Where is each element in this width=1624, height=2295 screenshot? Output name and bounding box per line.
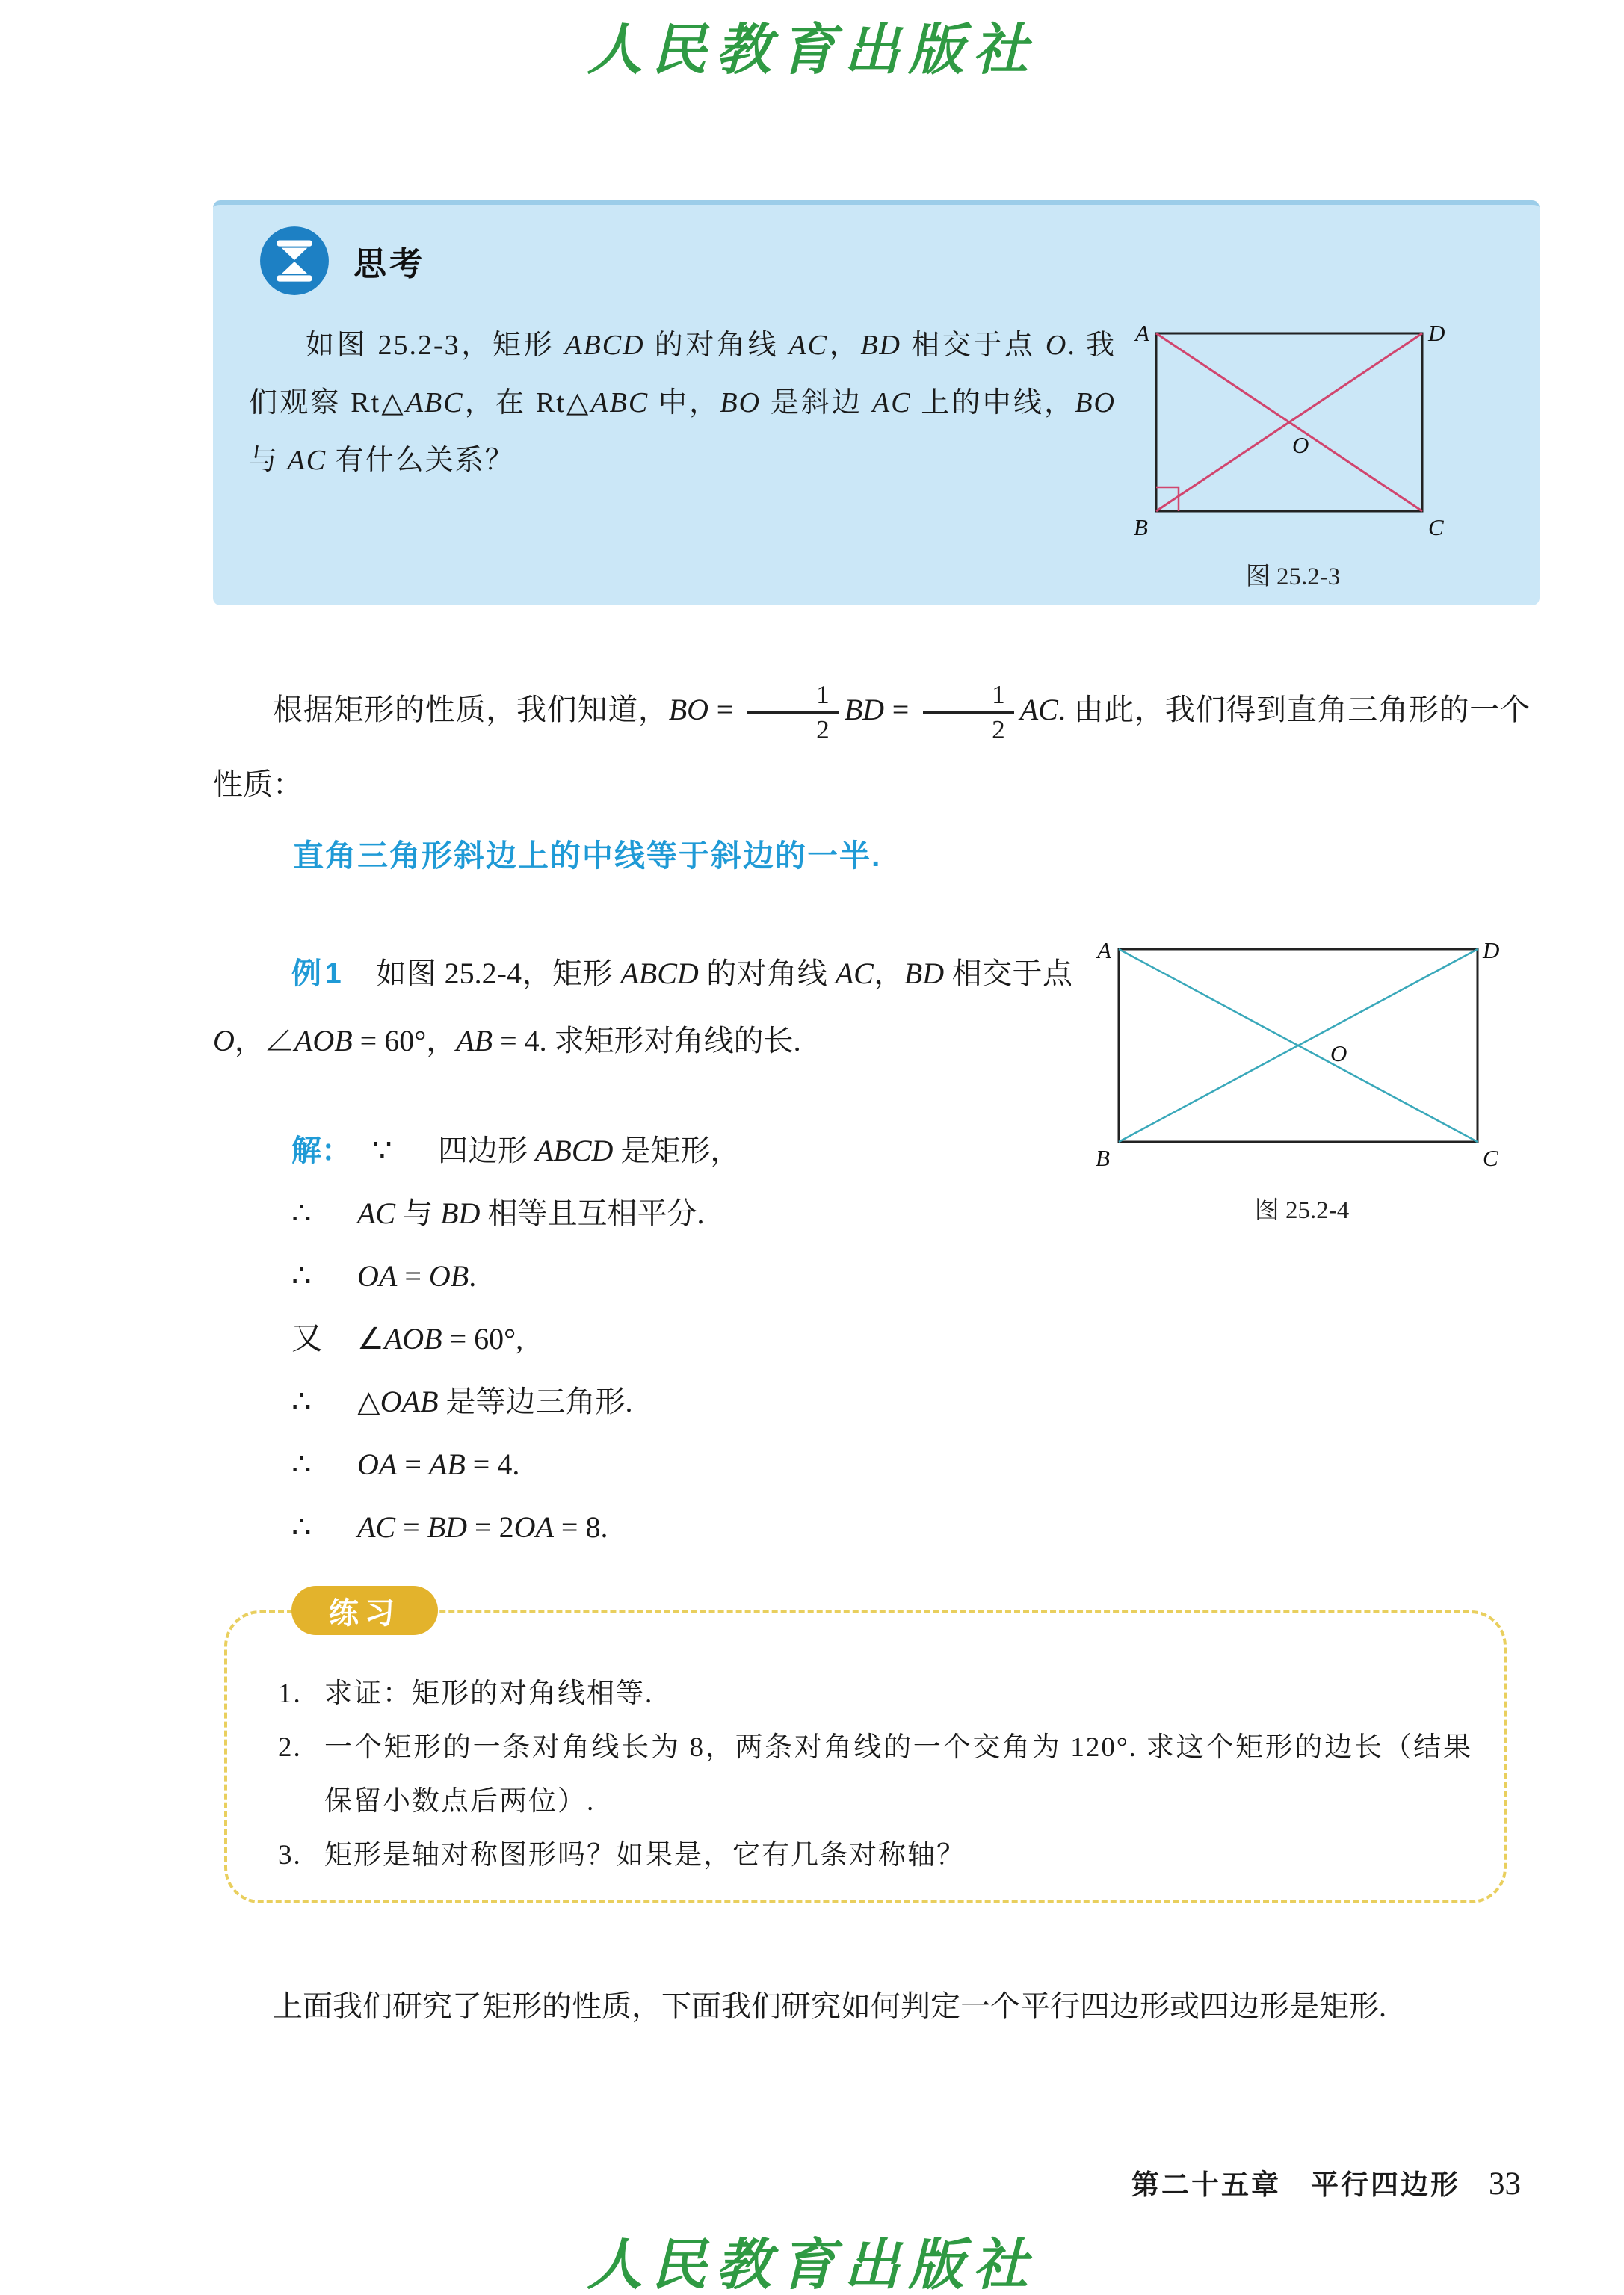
center-label-o: O (1292, 432, 1309, 458)
item-number: 3. (278, 1840, 302, 1871)
item-number: 2. (278, 1732, 302, 1763)
publisher-logo-bottom: 人民教育出版社 (587, 2233, 1037, 2295)
think-box (213, 200, 1540, 605)
highlighted-property: 直角三角形斜边上的中线等于斜边的一半. (293, 838, 882, 873)
vertex-label-d: D (1483, 937, 1500, 963)
vertex-label-d: D (1428, 320, 1445, 346)
practice-badge: 练习 (291, 1586, 438, 1635)
think-header (258, 224, 425, 297)
practice-item (278, 1721, 1472, 1829)
therefore-symbol: ∴ (291, 1196, 312, 1231)
solution-line (213, 1119, 740, 1182)
practice-item (278, 1667, 1472, 1721)
page-number: 33 (1489, 2166, 1521, 2202)
solution-line (213, 1371, 740, 1433)
solution-block (213, 1119, 740, 1559)
solution-text: △OAB 是等边三角形. (357, 1385, 633, 1418)
solution-text: AC 与 BD 相等且互相平分. (357, 1196, 705, 1230)
vertex-label-a: A (1097, 937, 1111, 963)
rectangle-diagram-1 (1132, 317, 1454, 541)
chapter-title: 第二十五章 平行四边形 (1131, 2169, 1460, 2200)
think-text: 如图 25.2-3，矩形 ABCD 的对角线 AC，BD 相交于点 O. 我们观察 Rt△ABC，在 Rt△ABC 中，BO 是斜边 AC 上的中线，BO 与 AC 有什么关系？ (249, 330, 1116, 476)
item-number: 1. (278, 1678, 302, 1709)
solution-text: OA = AB = 4. (357, 1448, 520, 1481)
figure-caption: 图 25.2-4 (1254, 1197, 1350, 1224)
think-title: 思考 (353, 246, 425, 282)
example-1-paragraph (213, 940, 1072, 1075)
vertex-label-a: A (1135, 320, 1149, 346)
item-text: 求证：矩形的对角线相等. (324, 1678, 654, 1709)
figure-25-2-3 (1121, 317, 1465, 592)
page-footer (1131, 2162, 1521, 2202)
practice-items (278, 1667, 1472, 1882)
rectangle-diagram-2 (1093, 936, 1511, 1175)
therefore-symbol: ∴ (291, 1448, 312, 1482)
property-derivation-paragraph: 根据矩形的性质，我们知道，BO = $\frac{1}{2}$ BD = $\frac{1}{2}$ AC. 由此，我们得到直角三角形的一个性质： (213, 679, 1531, 801)
example-intro-text: 如图 25.2-4，矩形 ABCD 的对角线 AC，BD 相交于点 O，∠AOB = 60°，AB = 4. 求矩形对角线的长. (213, 957, 1073, 1057)
publisher-logo-top: 人民教育出版社 (587, 18, 1037, 82)
hourglass-icon (258, 224, 331, 297)
because-symbol: ∵ (372, 1134, 392, 1168)
vertex-label-c: C (1483, 1145, 1498, 1171)
therefore-symbol: ∴ (291, 1259, 312, 1294)
solution-line (213, 1496, 740, 1559)
vertex-label-b: B (1134, 514, 1148, 540)
solution-text: AC = BD = 2OA = 8. (357, 1510, 608, 1544)
item-text: 一个矩形的一条对角线长为 8，两条对角线的一个交角为 120°. 求这个矩形的边长（结果保留小数点后两位）. (324, 1732, 1472, 1817)
example-label: 例1 (291, 957, 345, 990)
solution-line (213, 1308, 740, 1371)
figure-caption: 图 25.2-3 (1245, 563, 1341, 590)
item-text: 矩形是轴对称图形吗？如果是，它有几条对称轴？ (324, 1840, 966, 1871)
solution-text: OA = OB. (357, 1259, 477, 1293)
practice-box (224, 1610, 1507, 1903)
therefore-symbol: ∴ (291, 1510, 312, 1545)
vertex-label-b: B (1096, 1145, 1110, 1171)
practice-item (278, 1829, 1472, 1882)
also-marker: 又 (291, 1322, 324, 1356)
solution-line (213, 1245, 740, 1308)
closing-paragraph: 上面我们研究了矩形的性质，下面我们研究如何判定一个平行四边形或四边形是矩形. (273, 1989, 1386, 2023)
therefore-symbol: ∴ (291, 1385, 312, 1419)
vertex-label-c: C (1428, 514, 1444, 540)
solution-label: 解： (291, 1134, 351, 1167)
solution-text: 四边形 ABCD 是矩形， (438, 1134, 741, 1167)
solution-text: ∠AOB = 60°, (357, 1322, 524, 1356)
solution-line (213, 1433, 740, 1496)
figure-25-2-4 (1085, 936, 1519, 1226)
center-label-o: O (1330, 1040, 1347, 1066)
solution-line (213, 1182, 740, 1245)
